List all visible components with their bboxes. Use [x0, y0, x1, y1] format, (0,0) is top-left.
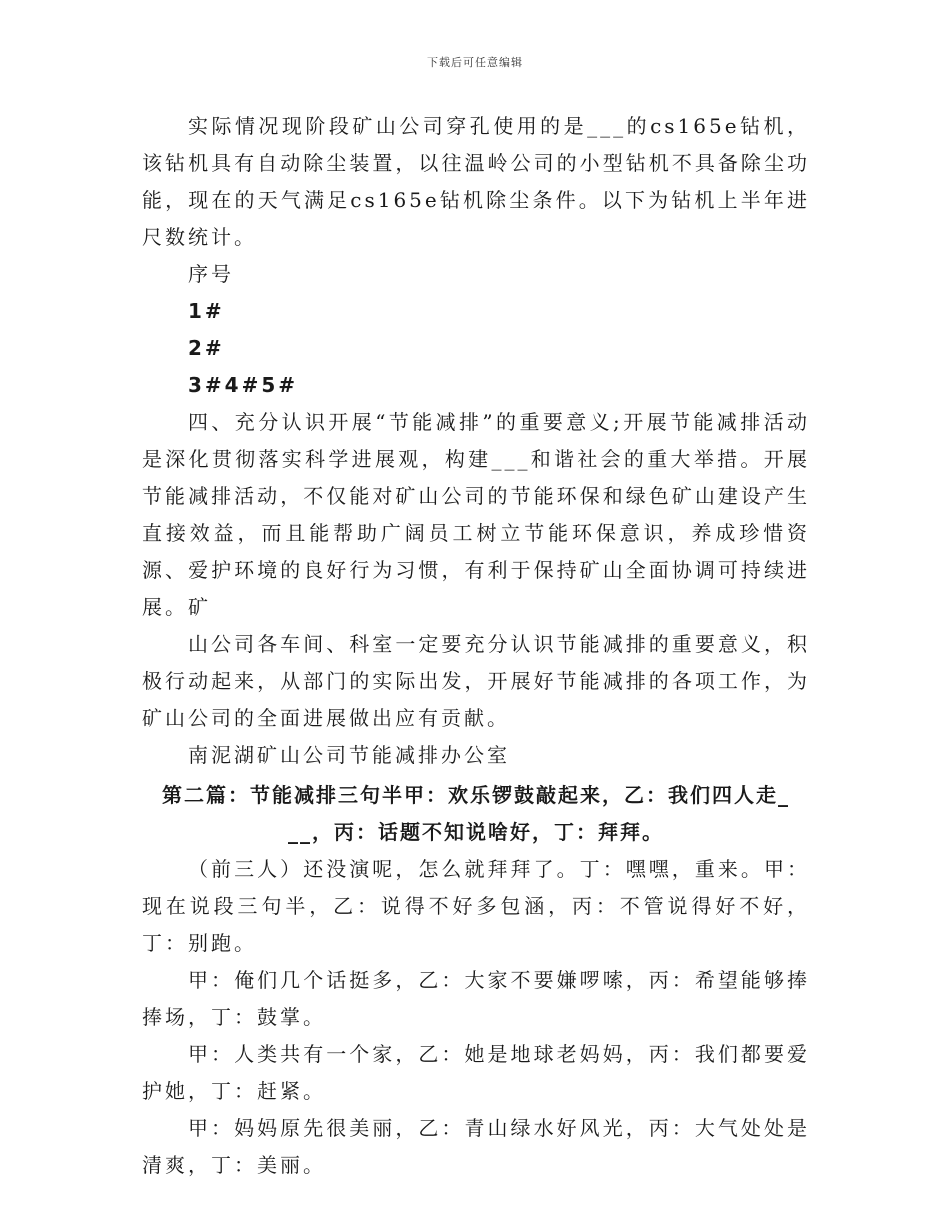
signature-line: 南泥湖矿山公司节能减排办公室: [188, 743, 510, 767]
list-item-seq: 序号: [188, 262, 234, 286]
document-body: [142, 108, 810, 1184]
paragraph-dialogue-1: （前三人）还没演呢，怎么就拜拜了。丁：嘿嘿，重来。甲：现在说段三句半，乙：说得不好多包涵，丙：不管说得好不好，丁：别跑。: [142, 857, 810, 955]
list-item-1: 1#: [188, 299, 225, 323]
list-item-345: 3#4#5#: [188, 373, 299, 397]
list-item-2: 2#: [188, 336, 225, 360]
paragraph-drilling: 实际情况现阶段矿山公司穿孔使用的是___的cs165e钻机，该钻机具有自动除尘装置，以往温岭公司的小型钻机不具备除尘功能，现在的天气满足cs165e钻机除尘条件。以下为钻机上半年进尺数统计。: [142, 114, 810, 249]
paragraph-dialogue-2: 甲：俺们几个话挺多，乙：大家不要嫌啰嗦，丙：希望能够捧捧场，丁：鼓掌。: [142, 968, 810, 1029]
paragraph-call-to-action: 山公司各车间、科室一定要充分认识节能减排的重要意义，积极行动起来，从部门的实际出发，开展好节能减排的各项工作，为矿山公司的全面进展做出应有贡献。: [142, 632, 810, 730]
paragraph-dialogue-4: 甲：妈妈原先很美丽，乙：青山绿水好风光，丙：大气处处是清爽，丁：美丽。: [142, 1116, 810, 1177]
paragraph-significance: 四、充分认识开展“节能减排”的重要意义;开展节能减排活动是深化贯彻落实科学进展观，构建___和谐社会的重大举措。开展节能减排活动，不仅能对矿山公司的节能环保和绿色矿山建设产生直接效益，而且能帮助广阔员工树立节能环保意识，养成珍惜资源、爱护环境的良好行为习惯，有利于保持矿山全面协调可持续进展。矿: [142, 410, 810, 619]
page-header: 下载后可任意编辑: [427, 56, 523, 69]
section-heading-line-2: __，丙：话题不知说啥好，丁：拜拜。: [288, 820, 664, 844]
paragraph-dialogue-3: 甲：人类共有一个家，乙：她是地球老妈妈，丙：我们都要爱护她，丁：赶紧。: [142, 1042, 810, 1103]
section-heading-line-1: 第二篇：节能减排三句半甲：欢乐锣鼓敲起来，乙：我们四人走_: [162, 783, 790, 807]
